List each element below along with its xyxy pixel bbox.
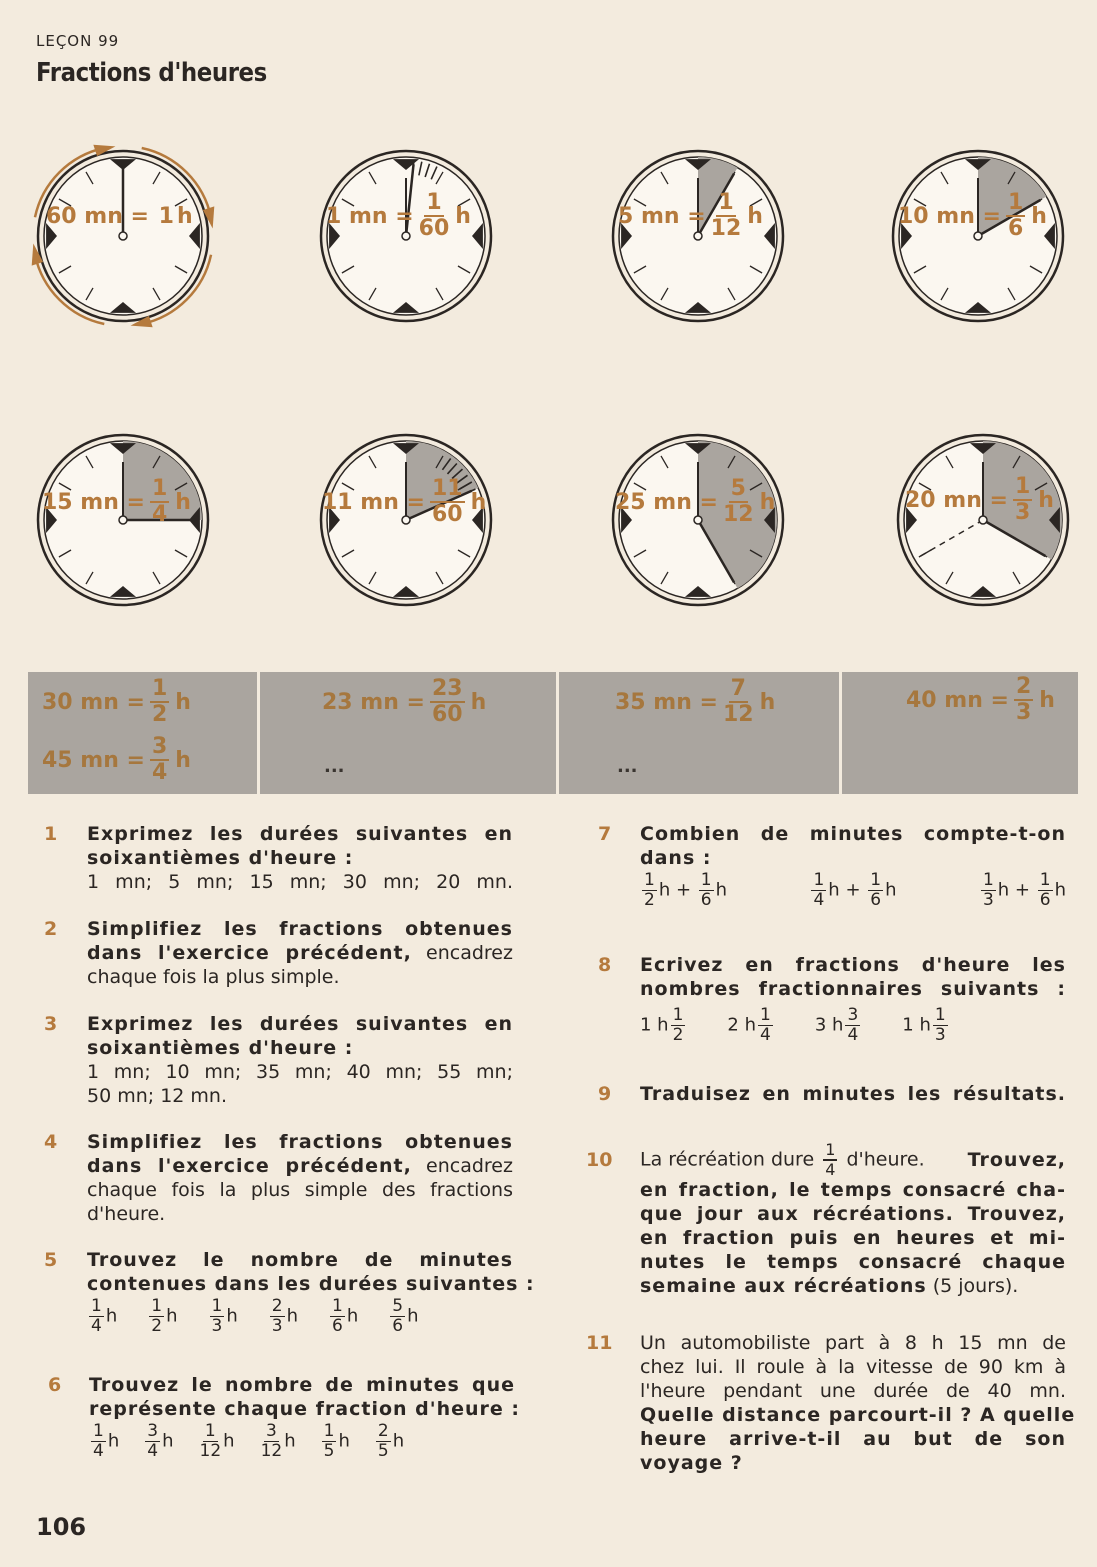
clock-label-10mn: 10 mn = $\frac{1}{6}$ h	[898, 190, 1047, 241]
fraction: $\frac{1}{4}$	[151, 476, 168, 527]
fraction: $\frac{1}{12}$	[710, 190, 742, 241]
clock-label-1mn: 1 mn = $\frac{1}{60}$ h	[326, 190, 471, 241]
exercise-number: 3	[44, 1013, 58, 1035]
fraction: $\frac{23}{60}$	[431, 676, 463, 727]
exercise-number: 11	[586, 1332, 613, 1354]
exercise-number: 2	[44, 918, 58, 940]
fraction: $\frac{3}{4}$	[151, 734, 168, 785]
exercise-3: Exprimez les durées suivantes en soixantièmes d'heure : 1 mn; 10 mn; 35 mn; 40 mn; 55 mn; 50 mn; 12 mn.	[87, 1013, 513, 1107]
exercise-number: 1	[44, 823, 58, 845]
fraction: $\frac{2}{3}$	[1015, 674, 1032, 725]
exercise-number: 9	[598, 1083, 612, 1105]
exercise-11: Un automobiliste part à 8 h 15 mn de chez lui. Il roule à la vitesse de 90 km à l'heure pendant une durée de 40 mn. Quelle distance parcourt-il ? A quelle heure arrive-t-il au but de son voyage ?	[640, 1332, 1076, 1474]
band-eq-45mn: 45 mn = $\frac{3}{4}$ h	[42, 734, 191, 785]
band-eq-23mn: 23 mn = $\frac{23}{60}$ h	[322, 676, 487, 727]
clock-label-15mn: 15 mn = $\frac{1}{4}$ h	[42, 476, 191, 527]
band-ellipsis: ...	[324, 756, 345, 777]
page-number: 106	[36, 1513, 87, 1541]
clock-label-20mn: 20 mn = $\frac{1}{3}$ h	[905, 474, 1054, 525]
exercise-1: Exprimez les durées suivantes en soixantièmes d'heure : 1 mn; 5 mn; 15 mn; 30 mn; 20 mn.	[87, 823, 513, 893]
fraction: $\frac{5}{12}$	[722, 476, 754, 527]
exercise-7: Combien de minutes compte-t-on dans : $\frac{1}{2}$ h + $\frac{1}{6}$ h $\frac{1}{4}$ h + $\frac{1}{6}$ h $\frac{1}{3}$ h + $\frac{1}{6}$ h	[640, 823, 1066, 910]
clock-label-60mn: 60 mn = 1 h	[46, 204, 193, 229]
clock-face	[32, 145, 215, 328]
exercise-number: 10	[586, 1149, 613, 1171]
lesson-title: Fractions d'heures	[36, 58, 267, 88]
clock-label-5mn: 5 mn = $\frac{1}{12}$ h	[618, 190, 763, 241]
fraction: $\frac{7}{12}$	[722, 676, 754, 727]
exercise-number: 8	[598, 954, 612, 976]
exercise-10: La récréation dure $\frac{1}{4}$ d'heure. Trouvez, en fraction, le temps consacré cha- que jour aux récréations. Trouvez, en fraction puis en heures et mi- nutes le temps consacré chaque semaine aux récréations (5 jours).	[640, 1140, 1066, 1297]
exercise-6: Trouvez le nombre de minutes que représente chaque fraction d'heure : $\frac{1}{4}$ h $\frac{3}{4}$ h $\frac{1}{12}$ h $\frac{3}{12}$ h $\frac{1}{5}$ h $\frac{2}{5}$ h	[89, 1374, 520, 1461]
fraction: $\frac{1}{2}$	[151, 676, 168, 727]
fraction: $\frac{11}{60}$	[431, 476, 463, 527]
fraction: $\frac{1}{60}$	[418, 190, 450, 241]
clock-label-11mn: 11 mn = $\frac{11}{60}$ h	[322, 476, 487, 527]
exercise-number: 4	[44, 1131, 58, 1153]
band-eq-35mn: 35 mn = $\frac{7}{12}$ h	[615, 676, 776, 727]
exercise-2: Simplifiez les fractions obtenues dans l'exercice précédent, encadrez chaque fois la plus simple.	[87, 918, 513, 988]
exercise-4: Simplifiez les fractions obtenues dans l'exercice précédent, encadrez chaque fois la plus simple des fractions d'heure.	[87, 1131, 513, 1225]
exercise-8: Ecrivez en fractions d'heure les nombres fractionnaires suivants : 1 h $\frac{1}{2}$ 2 h $\frac{1}{4}$ 3 h $\frac{3}{4}$ 1 h $\frac{1}{3}$	[640, 954, 1066, 1045]
fraction: $\frac{1}{3}$	[1014, 474, 1031, 525]
exercise-number: 7	[598, 823, 612, 845]
exercise-5: Trouvez le nombre de minutes contenues dans les durées suivantes : $\frac{1}{4}$ h $\frac{1}{2}$ h $\frac{1}{3}$ h $\frac{2}{3}$ h $\frac{1}{6}$ h $\frac{5}{6}$ h	[87, 1249, 535, 1336]
band-eq-40mn: 40 mn = $\frac{2}{3}$ h	[906, 674, 1055, 725]
equivalence-band	[28, 672, 1078, 794]
fraction: $\frac{1}{6}$	[1007, 190, 1024, 241]
exercise-number: 6	[48, 1374, 62, 1396]
lesson-number: LEÇON 99	[36, 32, 120, 50]
exercise-number: 5	[44, 1249, 58, 1271]
clock-label-25mn: 25 mn = $\frac{5}{12}$ h	[615, 476, 776, 527]
band-ellipsis: ...	[617, 756, 638, 777]
band-eq-30mn: 30 mn = $\frac{1}{2}$ h	[42, 676, 191, 727]
exercise-9: Traduisez en minutes les résultats.	[640, 1083, 1066, 1105]
